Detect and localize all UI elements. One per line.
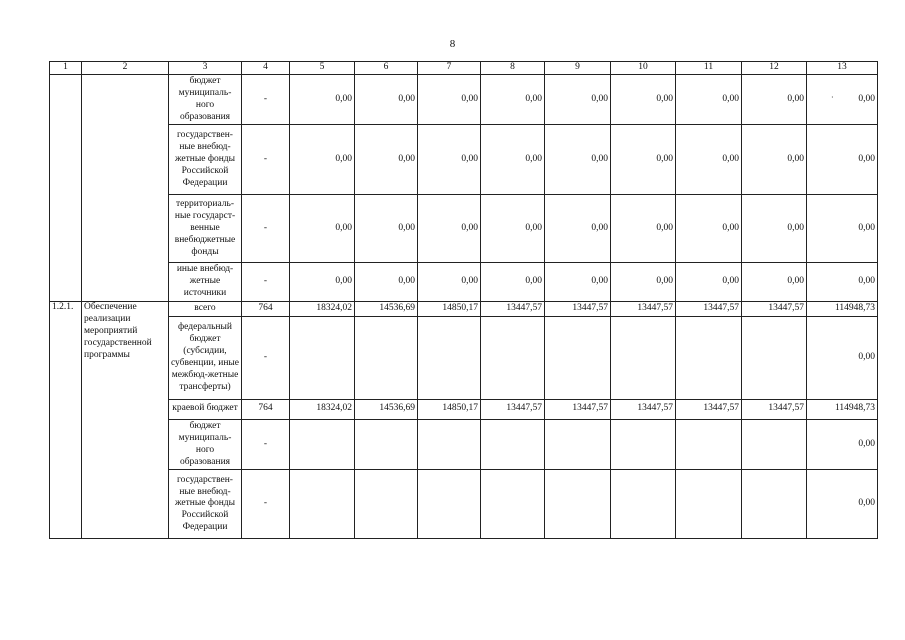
table-row	[50, 399, 878, 419]
value-cell: 0,00	[418, 195, 481, 263]
value-cell: 0,00	[807, 125, 878, 195]
value-cell: 13447,57	[611, 399, 676, 419]
value-cell	[418, 419, 481, 470]
value-cell: 0,00	[611, 263, 676, 302]
value-cell: 0,00	[676, 195, 742, 263]
column-header: 13	[807, 62, 878, 75]
value-cell: 13447,57	[676, 302, 742, 317]
value-cell: 0,00	[807, 470, 878, 539]
value-cell: 0,00	[418, 125, 481, 195]
column-header: 9	[545, 62, 611, 75]
value-cell: 13447,57	[742, 399, 807, 419]
value-cell: 13447,57	[545, 302, 611, 317]
value-cell: 0,00	[418, 263, 481, 302]
page-number: 8	[449, 38, 456, 50]
col4-cell: 764	[242, 399, 290, 419]
value-cell	[355, 316, 418, 399]
col4-cell: 764	[242, 302, 290, 317]
table-row	[50, 195, 878, 263]
value-cell: 0,00	[290, 125, 355, 195]
value-cell: 0,00	[676, 125, 742, 195]
value-cell: 18324,02	[290, 399, 355, 419]
table-row	[50, 316, 878, 399]
value-cell	[418, 316, 481, 399]
source-cell: территориаль-ные государст-венные внебюджетные фонды	[169, 195, 242, 263]
name-cell	[82, 74, 169, 301]
value-cell: 0,00	[290, 195, 355, 263]
header-row	[50, 62, 878, 75]
value-cell: 13447,57	[676, 399, 742, 419]
col4-cell: -	[242, 419, 290, 470]
value-cell: 14536,69	[355, 399, 418, 419]
value-cell: 18324,02	[290, 302, 355, 317]
column-header: 7	[418, 62, 481, 75]
section-code: 1.2.1.	[50, 302, 82, 539]
value-cell: 0,00	[611, 74, 676, 125]
value-cell: 0,00	[481, 125, 545, 195]
col4-cell: -	[242, 125, 290, 195]
col4-cell: -	[242, 470, 290, 539]
table-row	[50, 419, 878, 470]
column-header: 5	[290, 62, 355, 75]
source-cell: бюджет муниципаль-ного образования	[169, 74, 242, 125]
source-cell: государствен-ные внебюд-жетные фонды Российской Федерации	[169, 125, 242, 195]
value-cell: 14850,17	[418, 302, 481, 317]
value-cell: 0,00	[742, 74, 807, 125]
table-row	[50, 302, 878, 317]
column-header: 4	[242, 62, 290, 75]
value-cell	[355, 470, 418, 539]
value-cell: 0,00	[742, 263, 807, 302]
value-cell	[545, 419, 611, 470]
col4-cell: -	[242, 316, 290, 399]
value-cell: 0,00	[355, 125, 418, 195]
value-cell: 0,00	[290, 263, 355, 302]
column-header: 8	[481, 62, 545, 75]
value-cell: 0,00	[545, 74, 611, 125]
value-cell	[481, 316, 545, 399]
source-cell: краевой бюджет	[169, 399, 242, 419]
value-cell: 0,00	[742, 195, 807, 263]
table-row	[50, 470, 878, 539]
value-cell	[481, 470, 545, 539]
table-body	[50, 62, 878, 539]
value-cell: 13447,57	[611, 302, 676, 317]
value-cell	[742, 419, 807, 470]
column-header: 3	[169, 62, 242, 75]
value-cell: 0,00	[355, 74, 418, 125]
value-cell: 14536,69	[355, 302, 418, 317]
value-cell: 13447,57	[481, 302, 545, 317]
value-cell	[290, 419, 355, 470]
value-cell: 0,00	[481, 195, 545, 263]
column-header: 1	[50, 62, 82, 75]
col4-cell: -	[242, 74, 290, 125]
column-header: 2	[82, 62, 169, 75]
value-cell: 0,00	[807, 419, 878, 470]
value-cell	[545, 316, 611, 399]
value-cell: 0,00	[676, 263, 742, 302]
value-cell	[290, 316, 355, 399]
value-cell: 0,00	[676, 74, 742, 125]
column-header: 11	[676, 62, 742, 75]
value-cell	[611, 419, 676, 470]
value-cell: 13447,57	[481, 399, 545, 419]
value-cell: 0,00	[611, 125, 676, 195]
value-cell: 0,00	[481, 74, 545, 125]
col4-cell: -	[242, 263, 290, 302]
value-cell: 0,00	[742, 125, 807, 195]
col4-cell: -	[242, 195, 290, 263]
value-cell: 114948,73	[807, 399, 878, 419]
column-header: 6	[355, 62, 418, 75]
value-cell: 0,00	[290, 74, 355, 125]
value-cell: 0,00	[807, 195, 878, 263]
table-row	[50, 74, 878, 125]
value-cell: 0,00	[807, 263, 878, 302]
value-cell: 114948,73	[807, 302, 878, 317]
column-header: 12	[742, 62, 807, 75]
budget-table	[49, 61, 878, 539]
value-cell: 0,00	[545, 125, 611, 195]
value-cell: 0,00	[545, 263, 611, 302]
column-header: 10	[611, 62, 676, 75]
value-cell	[611, 316, 676, 399]
source-cell: всего	[169, 302, 242, 317]
stray-mark: ·	[831, 93, 834, 102]
value-cell: 0,00	[545, 195, 611, 263]
value-cell	[676, 470, 742, 539]
source-cell: бюджет муниципаль-ного образования	[169, 419, 242, 470]
table-row	[50, 125, 878, 195]
value-cell: 0,00	[611, 195, 676, 263]
value-cell	[676, 419, 742, 470]
source-cell: иные внебюд-жетные источники	[169, 263, 242, 302]
value-cell	[481, 419, 545, 470]
value-cell: 13447,57	[545, 399, 611, 419]
value-cell: 13447,57	[742, 302, 807, 317]
code-cell	[50, 74, 82, 301]
value-cell	[355, 419, 418, 470]
value-cell: 14850,17	[418, 399, 481, 419]
table-row	[50, 263, 878, 302]
value-cell: 0,00	[355, 263, 418, 302]
value-cell: 0,00	[807, 74, 878, 125]
value-cell	[290, 470, 355, 539]
value-cell	[545, 470, 611, 539]
section-name: Обеспечение реализации мероприятий государственной программы	[82, 302, 169, 539]
value-cell: 0,00	[807, 316, 878, 399]
value-cell	[611, 470, 676, 539]
value-cell	[676, 316, 742, 399]
source-cell: государствен-ные внебюд-жетные фонды Российской Федерации	[169, 470, 242, 539]
value-cell: 0,00	[418, 74, 481, 125]
value-cell	[418, 470, 481, 539]
value-cell	[742, 316, 807, 399]
source-cell: федеральный бюджет (субсидии, субвенции, иные межбюд-жетные трансферты)	[169, 316, 242, 399]
value-cell: 0,00	[481, 263, 545, 302]
value-cell	[742, 470, 807, 539]
value-cell: 0,00	[355, 195, 418, 263]
